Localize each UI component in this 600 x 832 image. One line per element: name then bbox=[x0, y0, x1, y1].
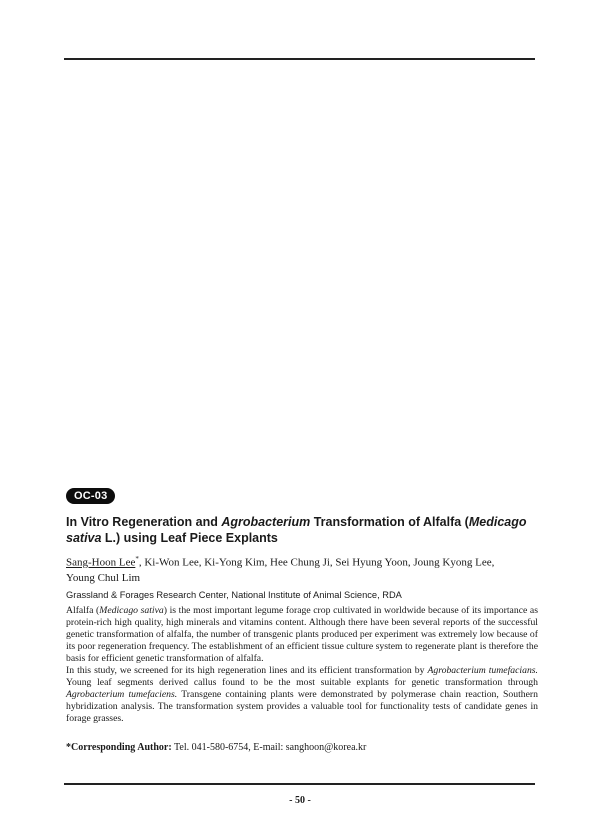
session-badge: OC-03 bbox=[66, 488, 115, 504]
author-names: , Ki-Won Lee, Ki-Yong Kim, Hee Chung Ji, Sei Hyung Yoon, Joung Kyong Lee, bbox=[138, 556, 495, 569]
corresponding-label: *Corresponding Author: bbox=[66, 742, 172, 753]
abstract-paragraph bbox=[66, 665, 538, 725]
presenting-author: Sang-Hoon Lee bbox=[66, 556, 136, 569]
corresponding-contact: Tel. 041-580-6754, E-mail: sanghoon@korea.kr bbox=[171, 742, 367, 753]
top-rule bbox=[64, 58, 535, 60]
abstract-text-italic: Medicago sativa bbox=[99, 605, 164, 616]
abstract-paragraph bbox=[66, 605, 538, 665]
abstract-text: Alfalfa ( bbox=[66, 605, 100, 616]
affiliation: Grassland & Forages Research Center, National Institute of Animal Science, RDA bbox=[66, 590, 402, 600]
title-part: Transformation of Alfalfa ( bbox=[310, 515, 469, 529]
author-list bbox=[66, 552, 536, 586]
abstract-text-italic: Agrobacterium tumefaciens. bbox=[66, 689, 178, 700]
abstract bbox=[66, 605, 538, 725]
corresponding-mark: * bbox=[135, 555, 139, 563]
title-part: L.) using Leaf Piece Explants bbox=[101, 531, 278, 545]
corresponding-author bbox=[66, 741, 536, 754]
title-part: In Vitro Regeneration and bbox=[66, 515, 222, 529]
bottom-rule bbox=[64, 783, 535, 785]
author-names: Young Chul Lim bbox=[66, 571, 141, 584]
abstract-text: ) is the most important legume forage crop cultivated in worldwide because of its importance as protein-rich high quality, high minerals and vitamins content. Although there have been several reports of the successful genetic transformation of alfalfa, the number of transgenic plants produced per experiment was extremely low because of its poor regeneration frequency. The establishment of an efficient tissue culture system to regenerate plant is therefore the basis for efficient genetic transformation of alfalfa. bbox=[66, 605, 538, 664]
title-part-italic: Agrobacterium bbox=[221, 515, 311, 529]
title-part-italic: Medicago sativa bbox=[66, 515, 527, 545]
abstract-text: Young leaf segments derived callus found to be the most suitable explants for genetic transformation through bbox=[66, 677, 538, 688]
page-number: - 50 - bbox=[289, 795, 311, 806]
abstract-text: In this study, we screened for its high regeneration lines and its efficient transformation by bbox=[66, 665, 428, 676]
paper-title bbox=[66, 514, 536, 546]
abstract-text: Transgene containing plants were demonstrated by polymerase chain reaction, Southern hybridization analysis. The transformation system provides a valuable tool for functionality tests of candidate genes in forage grasses. bbox=[66, 689, 538, 724]
abstract-text-italic: Agrobacterium tumefacians. bbox=[427, 665, 538, 676]
